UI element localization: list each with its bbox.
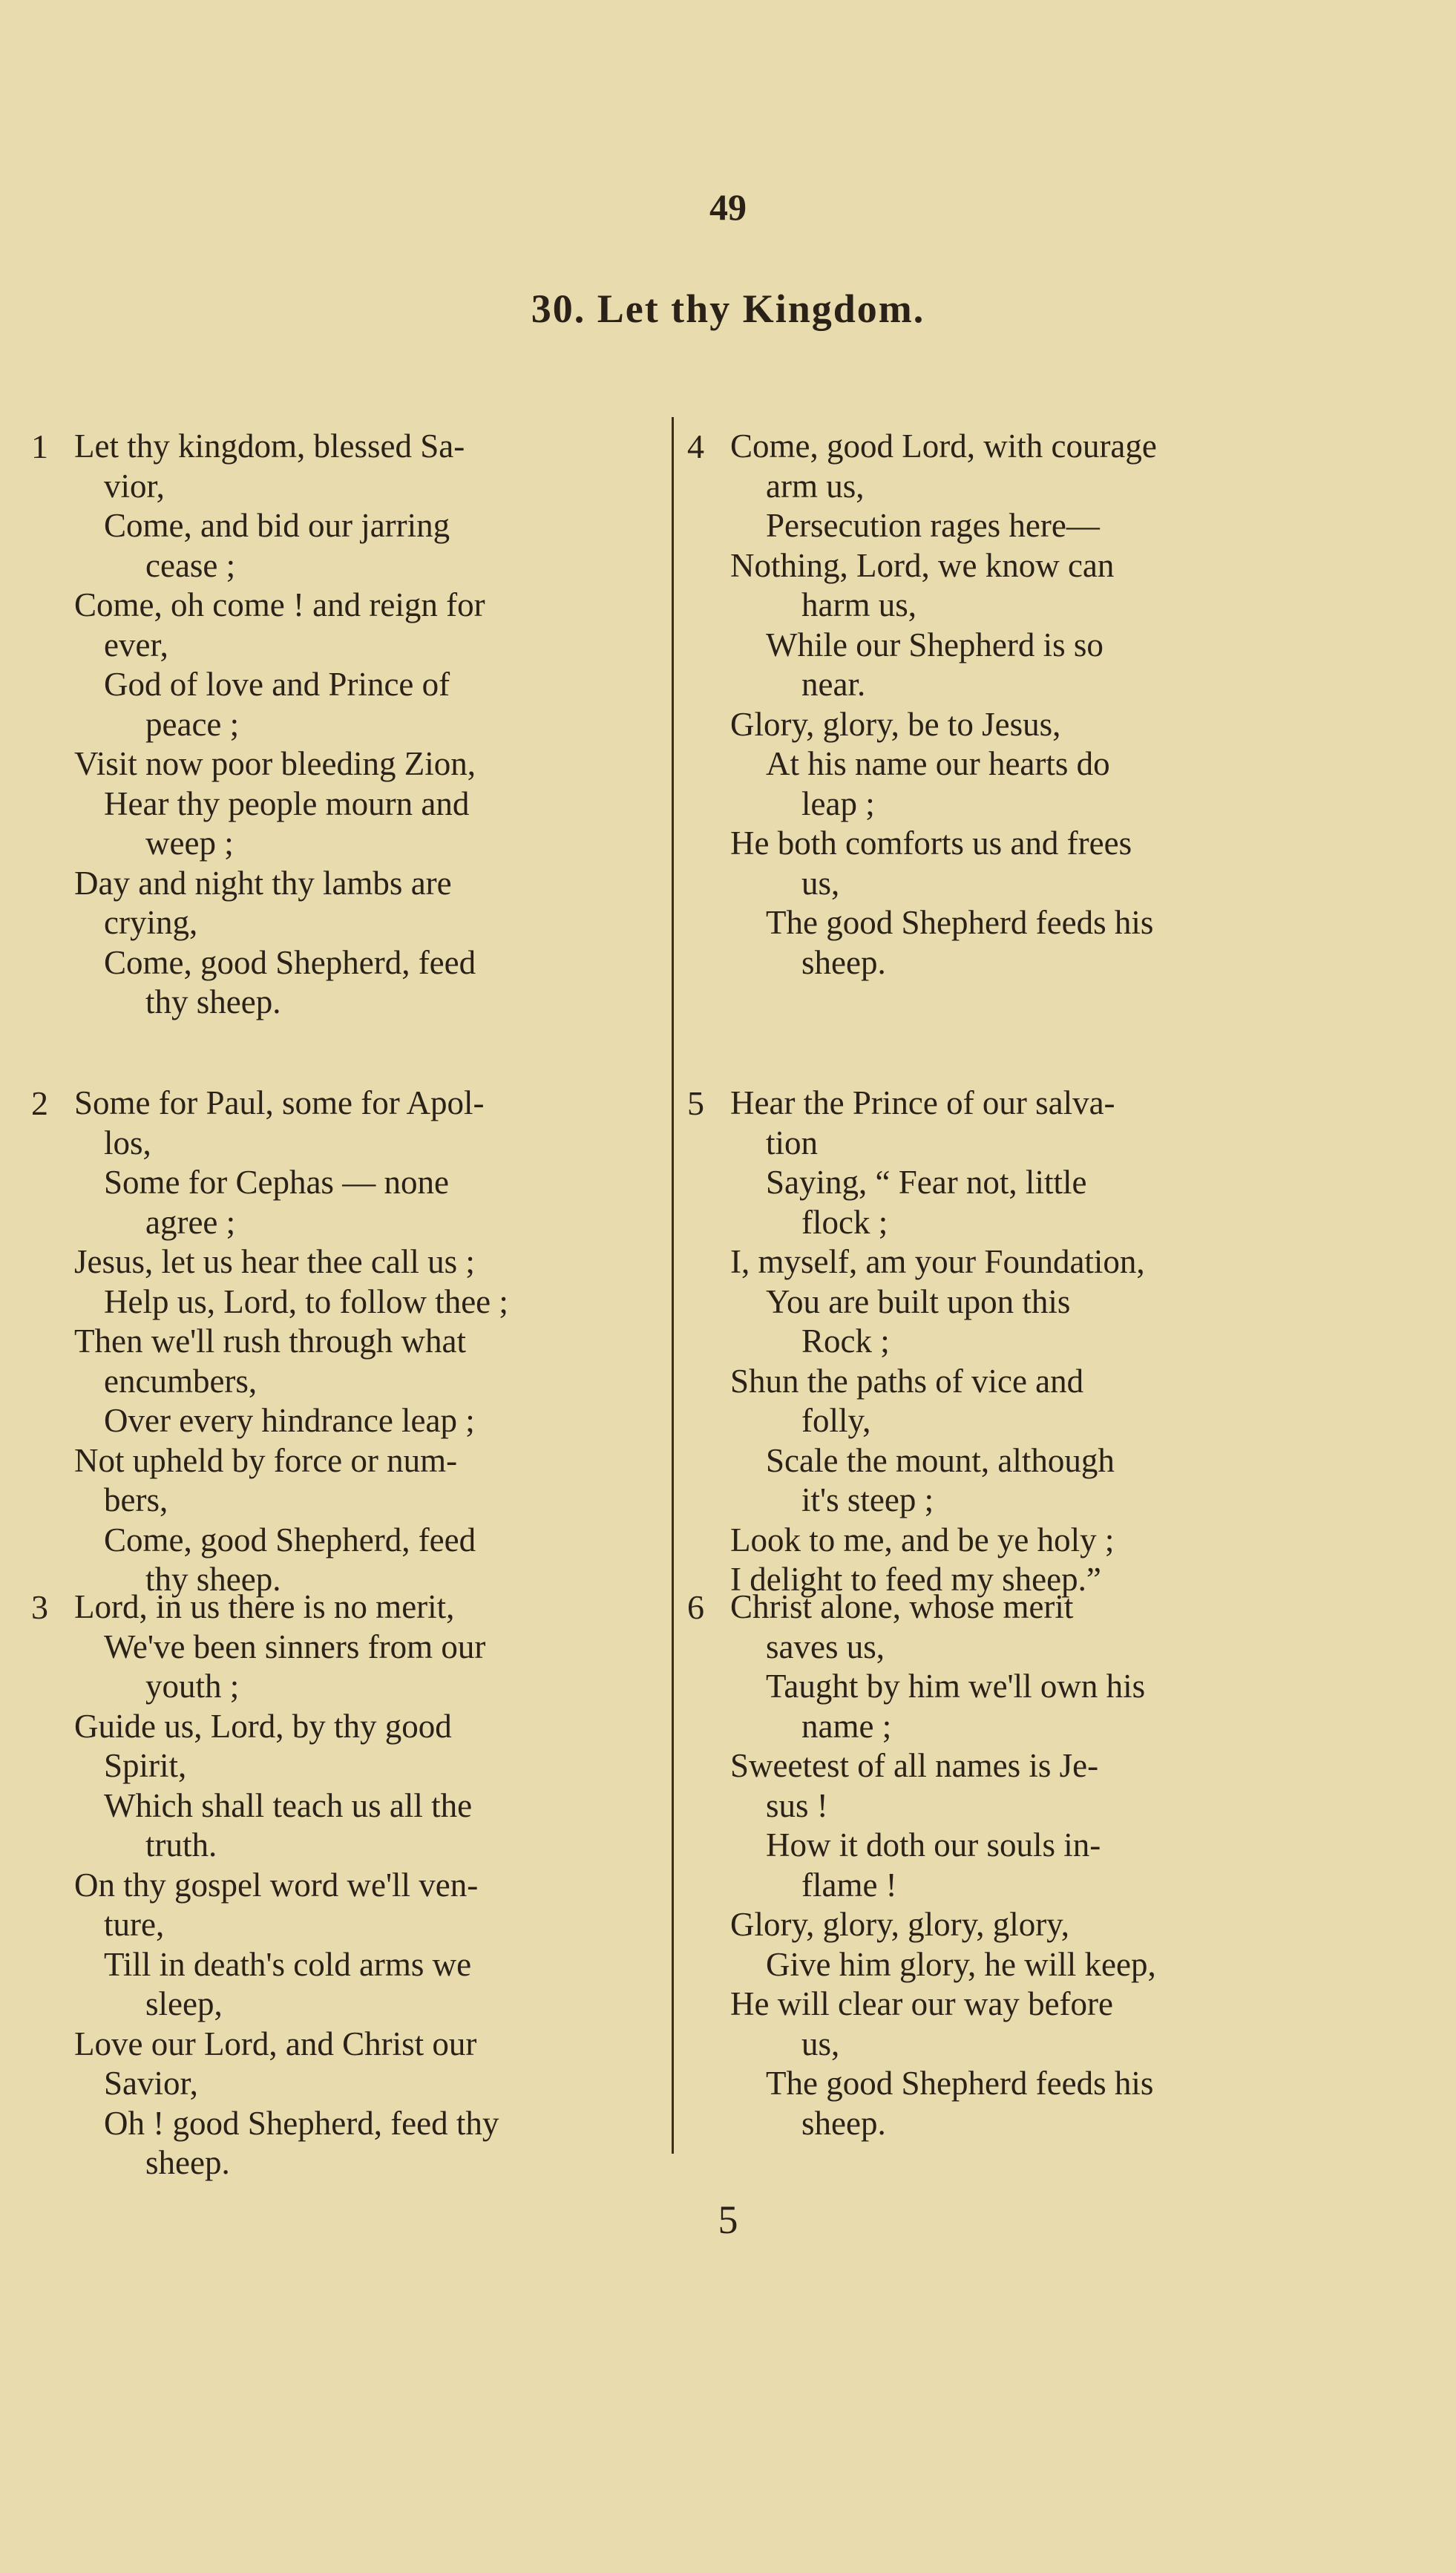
verse-line: sheep. [801,943,886,981]
verse-line: Lord, in us there is no merit, [74,1588,455,1625]
verse-line: youth ; [145,1668,240,1705]
verse-line: tion [766,1124,819,1161]
verse-line: flame ! [801,1866,897,1904]
verse-5 [687,1084,1309,1600]
verse-line: truth. [145,1826,217,1864]
verse-line: us, [801,864,840,902]
verse-line: At his name our hearts do [766,745,1110,782]
verse-line: harm us, [801,586,916,623]
verse-line: The good Shepherd feeds his [766,2065,1154,2102]
verse-line: sheep. [801,2104,886,2142]
verse-line: Which shall teach us all the [104,1786,473,1824]
verse-line: Till in death's cold arms we [104,1945,472,1983]
verse-line: Day and night thy lambs are [74,864,452,902]
verse-line: thy sheep. [145,1561,281,1598]
verse-line: Scale the mount, although [766,1441,1115,1479]
verse-line: near. [801,666,866,703]
verse-line: Oh ! good Shepherd, feed thy [104,2104,499,2142]
verse-line: bers, [104,1481,168,1518]
verse-line: Then we'll rush through what [74,1322,467,1360]
verse-line: name ; [801,1707,892,1745]
verse-line: Love our Lord, and Christ our [74,2025,477,2062]
verse-line: God of love and Prince of [104,666,450,703]
verse-line: vior, [104,467,165,505]
verse-line: Nothing, Lord, we know can [730,546,1115,584]
verse-line: crying, [104,904,198,941]
verse-line: Sweetest of all names is Je- [730,1747,1099,1784]
verse-line: arm us, [766,467,865,505]
verse-line: The good Shepherd feeds his [766,904,1154,941]
signature-mark: 5 [718,2197,738,2242]
verse-line: thy sheep. [145,983,281,1020]
verse-number: 6 [687,1588,704,1626]
verse-number: 5 [687,1084,704,1122]
verse-line: Hear the Prince of our salva- [730,1084,1115,1121]
verse-number: 4 [687,427,704,465]
verse-line: us, [801,2025,840,2062]
verse-line: Come, good Shepherd, feed [104,943,476,981]
verse-line: encumbers, [104,1362,258,1400]
verse-line: Spirit, [104,1747,187,1784]
verse-line: Savior, [104,2065,198,2102]
verse-line: Let thy kingdom, blessed Sa- [74,427,465,465]
verse-line: agree ; [145,1203,236,1241]
verse-line: While our Shepherd is so [766,626,1104,663]
verse-line: Visit now poor bleeding Zion, [74,745,476,782]
verse-line: Over every hindrance leap ; [104,1402,475,1439]
verse-line: ever, [104,626,168,663]
verse-3 [31,1587,649,2183]
verse-line: Taught by him we'll own his [766,1668,1146,1705]
verse-line: Help us, Lord, to follow thee ; [104,1282,508,1320]
verse-line: I delight to feed my sheep.” [730,1561,1101,1598]
verse-line: On thy gospel word we'll ven- [74,1866,479,1904]
verse-line: We've been sinners from our [104,1628,486,1665]
verse-line: Come, and bid our jarring [104,507,450,544]
verse-line: cease ; [145,546,236,584]
verse-line: Come, oh come ! and reign for [74,586,485,623]
verse-line: Not upheld by force or num- [74,1441,458,1479]
verse-line: los, [104,1124,151,1161]
verse-line: Look to me, and be ye holy ; [730,1521,1115,1558]
verse-line: leap ; [801,784,875,822]
verse-line: Persecution rages here— [766,507,1100,544]
verse-line: You are built upon this [766,1282,1071,1320]
verse-line: Come, good Lord, with courage [730,427,1157,465]
verse-6 [687,1587,1309,2143]
verse-line: sus ! [766,1786,828,1824]
verse-line: saves us, [766,1628,885,1665]
verse-line: Shun the paths of vice and [730,1362,1084,1400]
verse-number: 2 [31,1084,48,1122]
verse-2 [31,1084,649,1600]
verse-line: folly, [801,1402,871,1439]
page-number: 49 [709,186,747,228]
verse-1 [31,427,649,1023]
verse-line: flock ; [801,1203,888,1241]
verse-line: How it doth our souls in- [766,1826,1101,1864]
verse-line: Saying, “ Fear not, little [766,1164,1087,1201]
verse-line: Guide us, Lord, by thy good [74,1707,452,1745]
verse-line: Some for Paul, some for Apol- [74,1084,485,1121]
verse-line: Glory, glory, be to Jesus, [730,705,1061,743]
verse-line: He both comforts us and frees [730,825,1132,862]
verse-line: Christ alone, whose merit [730,1588,1074,1625]
verse-line: sleep, [145,1985,223,2022]
verse-line: Rock ; [801,1322,890,1360]
verse-line: peace ; [145,705,240,743]
verse-line: ture, [104,1906,165,1943]
verse-4 [687,427,1309,983]
column-divider [672,417,674,2154]
verse-line: Jesus, let us hear thee call us ; [74,1243,475,1280]
verse-number: 1 [31,427,48,465]
verse-line: Hear thy people mourn and [104,784,470,822]
verse-line: weep ; [145,825,234,862]
verse-line: Some for Cephas — none [104,1164,449,1201]
verse-line: Come, good Shepherd, feed [104,1521,476,1558]
hymn-title: 30. Let thy Kingdom. [531,286,925,331]
verse-line: I, myself, am your Foundation, [730,1243,1145,1280]
verse-number: 3 [31,1588,48,1626]
verse-line: He will clear our way before [730,1985,1114,2022]
verse-line: sheep. [145,2144,230,2181]
verse-line: it's steep ; [801,1481,934,1518]
verse-line: Give him glory, he will keep, [766,1945,1156,1983]
verse-line: Glory, glory, glory, glory, [730,1906,1070,1943]
